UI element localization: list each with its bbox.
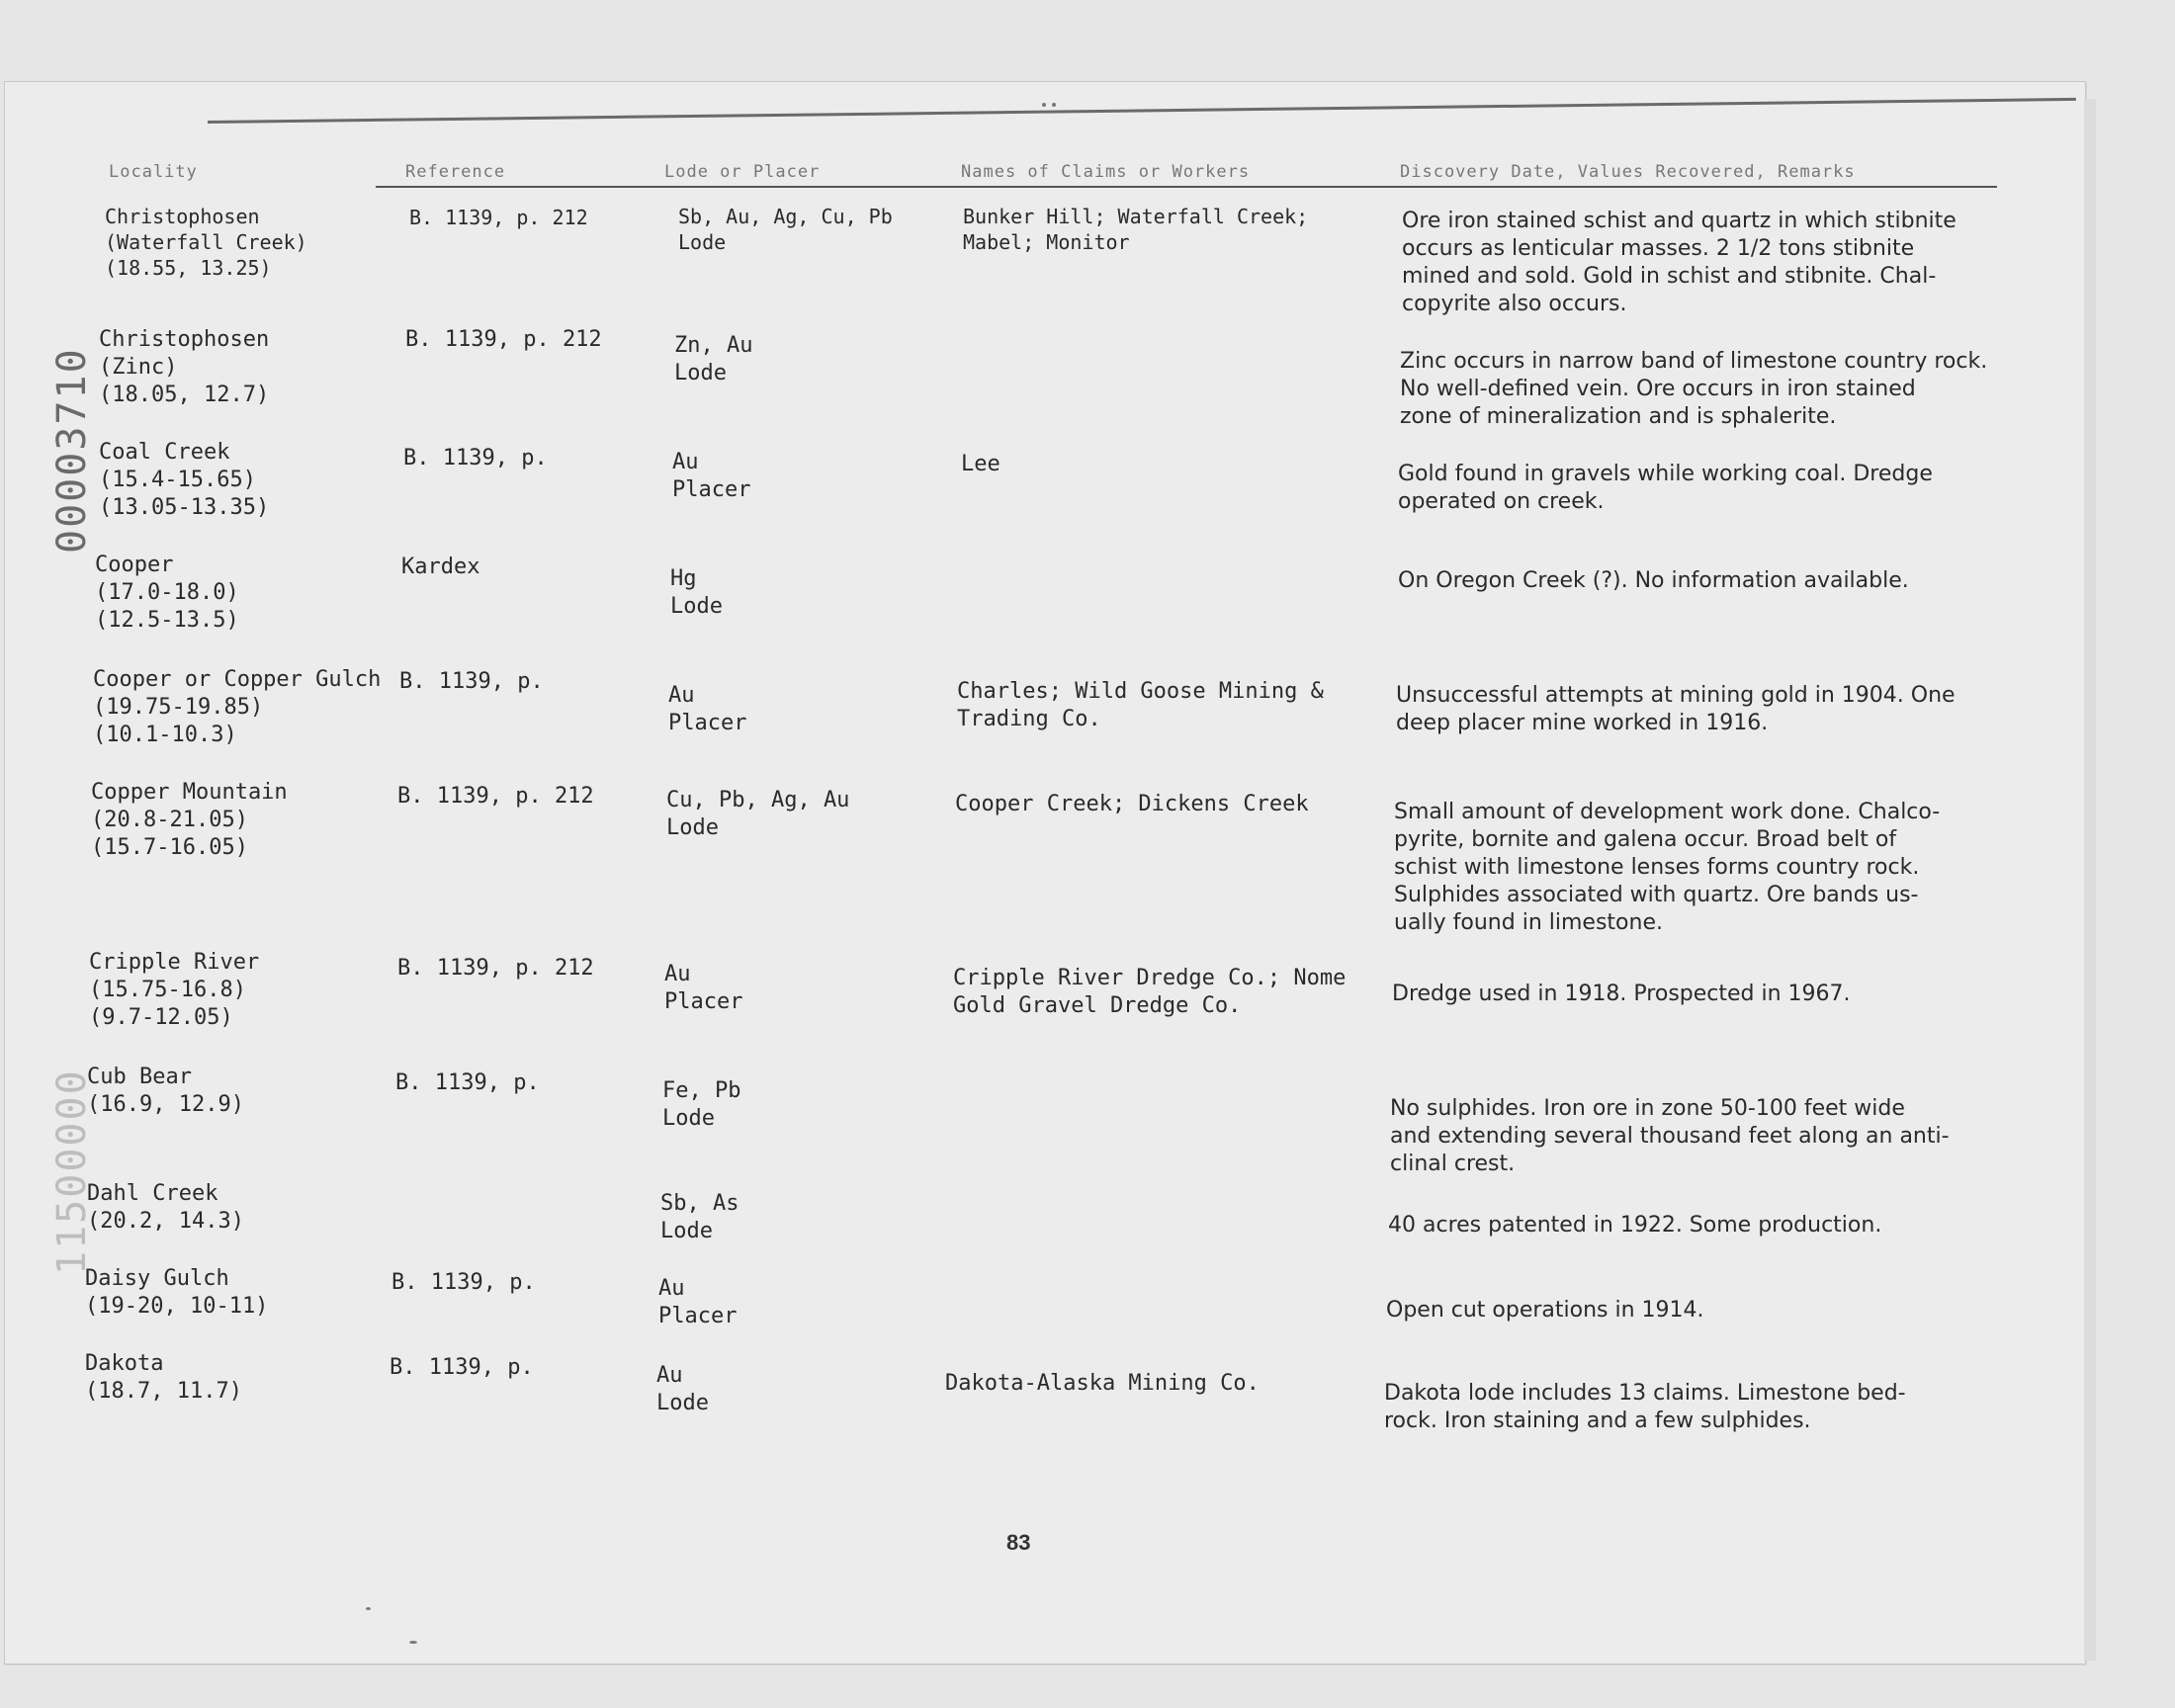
remarks-cell: Small amount of development work done. Chalco- pyrite, bornite and galena occur. Broad belt of schist with limestone lenses forms country rock. Sulphides associated with quartz. Ore bands us- ually found in limestone. [1394,800,1941,935]
lode-placer-cell: Sb, Au, Ag, Cu, Pb Lode [678,205,893,254]
reference-cell: B. 1139, p. [403,446,548,470]
lode-placer-cell: Fe, Pb Lode [662,1078,741,1131]
remarks-cell: Unsuccessful attempts at mining gold in 1904. One deep placer mine worked in 1916. [1396,683,1956,735]
lode-placer-cell: Hg Lode [670,566,723,619]
locality-cell: Daisy Gulch (19-20, 10-11) [85,1266,269,1319]
remarks-cell: No sulphides. Iron ore in zone 50-100 feet wide and extending several thousand feet along an anti- clinal crest. [1390,1096,1950,1176]
remarks-cell: On Oregon Creek (?). No information available. [1398,568,1909,593]
margin-stamp-upper: 00003710 [49,347,95,554]
claims-cell: Cripple River Dredge Co.; Nome Gold Gravel Dredge Co. [953,966,1347,1018]
remarks-cell: Zinc occurs in narrow band of limestone country rock. No well-defined vein. Ore occurs in iron stained zone of mineralization and is sphalerite. [1400,349,1988,429]
header-reference: Reference [405,162,506,182]
header-claims: Names of Claims or Workers [961,162,1251,182]
locality-cell: Cooper (17.0-18.0) (12.5-13.5) [95,553,239,633]
claims-cell: Bunker Hill; Waterfall Creek; Mabel; Monitor [963,205,1309,254]
reference-cell: B. 1139, p. [395,1070,540,1095]
lode-placer-cell: Au Placer [664,962,743,1014]
locality-cell: Cub Bear (16.9, 12.9) [87,1065,244,1117]
lode-placer-cell: Sb, As Lode [660,1191,740,1243]
locality-cell: Christophosen (Waterfall Creek) (18.55, 13.25) [105,205,307,280]
reference-cell: B. 1139, p. 212 [397,956,594,981]
locality-cell: Cripple River (15.75-16.8) (9.7-12.05) [89,950,260,1030]
remarks-cell: Dredge used in 1918. Prospected in 1967. [1392,982,1851,1006]
reference-cell: B. 1139, p. 212 [409,206,588,229]
locality-cell: Dakota (18.7, 11.7) [85,1351,242,1404]
claims-cell: Cooper Creek; Dickens Creek [955,792,1309,816]
table-header [0,162,2175,188]
header-remarks: Discovery Date, Values Recovered, Remarks [1400,162,1856,182]
header-lode-placer: Lode or Placer [664,162,821,182]
lode-placer-cell: Au Lode [656,1363,709,1415]
remarks-cell: Dakota lode includes 13 claims. Limestone bed- rock. Iron staining and a few sulphides. [1384,1381,1906,1433]
header-rule [376,186,1997,188]
remarks-cell: Gold found in gravels while working coal. Dredge operated on creek. [1398,462,1933,514]
reference-cell: B. 1139, p. [399,669,544,694]
claims-cell: Charles; Wild Goose Mining & Trading Co. [957,679,1324,731]
reference-cell: B. 1139, p. [390,1355,534,1380]
claims-cell: Dakota-Alaska Mining Co. [945,1371,1260,1396]
lode-placer-cell: Au Placer [672,450,751,502]
remarks-cell: Ore iron stained schist and quartz in which stibnite occurs as lenticular masses. 2 1/2 tons stibnite mined and sold. Gold in schist and stibnite. Chal- copyrite also occurs. [1402,209,1957,316]
reference-cell: B. 1139, p. 212 [397,784,594,809]
locality-cell: Christophosen (Zinc) (18.05, 12.7) [99,327,270,407]
header-locality: Locality [109,162,198,182]
scan-speck [366,1607,371,1610]
margin-stamp-lower: 11500000 [49,1068,95,1275]
locality-cell: Copper Mountain (20.8-21.05) (15.7-16.05) [91,780,288,860]
remarks-cell: Open cut operations in 1914. [1386,1298,1704,1323]
scan-speck [1052,103,1056,107]
lode-placer-cell: Zn, Au Lode [674,333,753,385]
reference-cell: B. 1139, p. [392,1270,536,1295]
locality-cell: Coal Creek (15.4-15.65) (13.05-13.35) [99,440,270,520]
locality-cell: Dahl Creek (20.2, 14.3) [87,1181,244,1234]
page-edge [2084,99,2096,1661]
page-number: 83 [1006,1530,1031,1555]
remarks-cell: 40 acres patented in 1922. Some production. [1388,1213,1882,1238]
locality-cell: Cooper or Copper Gulch (19.75-19.85) (10.1-10.3) [93,667,382,747]
lode-placer-cell: Cu, Pb, Ag, Au Lode [666,788,850,840]
lode-placer-cell: Au Placer [658,1276,738,1328]
lode-placer-cell: Au Placer [668,683,747,735]
scan-speck [409,1641,417,1644]
reference-cell: B. 1139, p. 212 [405,327,602,352]
claims-cell: Lee [961,452,1000,476]
scan-speck [1042,103,1046,107]
reference-cell: Kardex [401,555,480,579]
